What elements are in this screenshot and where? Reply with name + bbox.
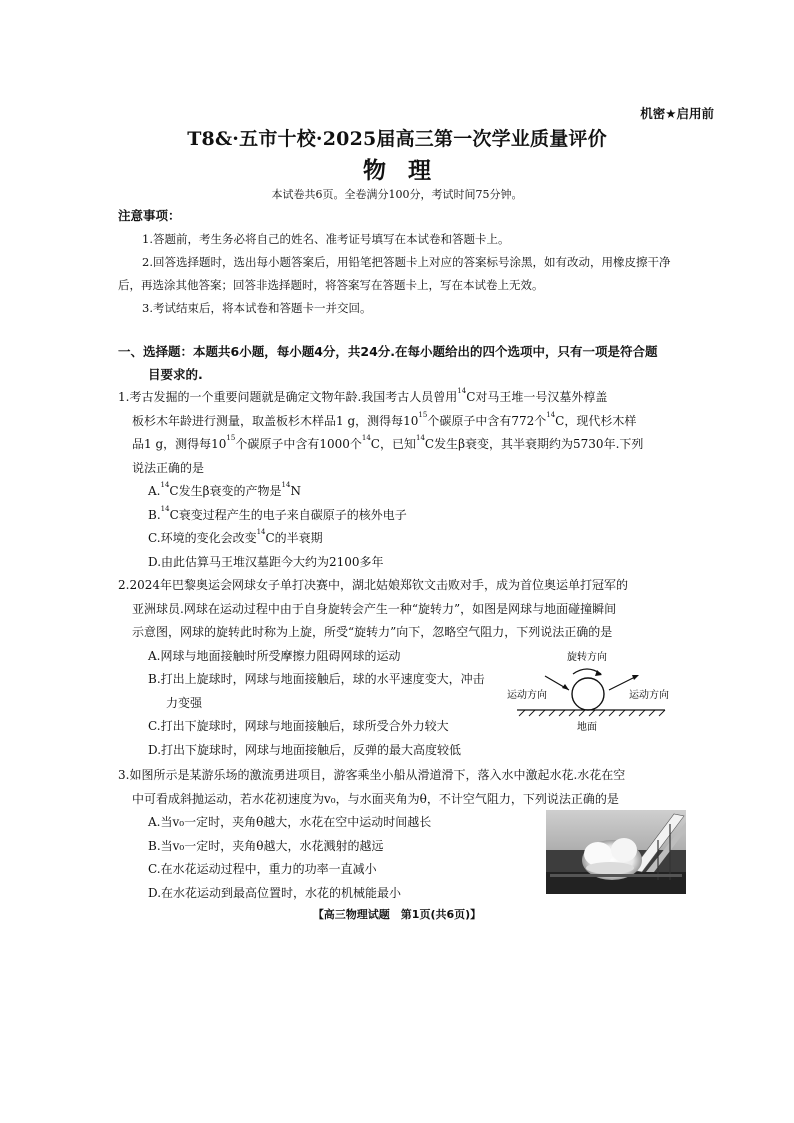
question-1 xyxy=(118,386,692,574)
q2-stem-line2: 亚洲球员.网球在运动过程中由于自身旋转会产生一种“旋转力”，如图是网球与地面碰撞瞬间 xyxy=(132,601,617,616)
notice-item-2: 2.回答选择题时，选出每小题答案后，用铅笔把答题卡上对应的答案标号涂黑，如有改动，用橡皮擦干净后，再选涂其他答案；回答非选择题时，将答案写在答题卡上，写在本试卷上无效。 xyxy=(118,255,671,292)
ground-label: 地面 xyxy=(577,722,597,733)
exam-title: T8&·五市十校·2025届高三第一次学业质量评价 xyxy=(187,128,607,150)
q1-option-a: A.$^{14}$C发生β衰变的产物是$^{14}$N xyxy=(148,481,301,498)
motion-direction-left-label: 运动方向 xyxy=(507,690,547,701)
q3-option-d: D.在水花运动到最高位置时，水花的机械能最小 xyxy=(148,885,402,900)
q1-stem-line1: 1.考古发掘的一个重要问题就是确定文物年龄.我国考古人员曾用$^{14}$C对马王堆一号汉墓外椁盖 xyxy=(118,387,608,404)
notice-item-1: 1.答题前，考生务必将自己的姓名、准考证号填写在本试卷和答题卡上。 xyxy=(142,232,510,246)
q2-stem-line1: 2.2024年巴黎奥运会网球女子单打决赛中，湖北姑娘郑钦文击败对手，成为首位奥运单打冠军的 xyxy=(118,578,628,592)
confidential-label: 机密★启用前 xyxy=(640,106,714,121)
q3-option-c: C.在水花运动过程中，重力的功率一直减小 xyxy=(148,862,377,876)
q2-option-a: A.网球与地面接触时所受摩擦力阻碍网球的运动 xyxy=(148,648,401,663)
q1-stem-line2: 板杉木年龄进行测量，取盖板杉木样品1 g，测得每$10^{15}$个碳原子中含有772个$^{14}$C，现代杉木样 xyxy=(132,410,637,428)
outgoing-arrowhead-icon xyxy=(632,675,639,680)
q2-option-b-cont: 力变强 xyxy=(166,695,203,710)
notice-item-3: 3.考试结束后，将本试卷和答题卡一并交回。 xyxy=(142,301,372,315)
exam-info: 本试卷共6页。全卷满分100分，考试时间75分钟。 xyxy=(271,188,523,201)
q3-stem-line1: 3.如图所示是某游乐场的激流勇进项目，游客乘坐小船从滑道滑下，落入水中激起水花.水花在空 xyxy=(118,768,626,782)
incoming-arrowhead-icon xyxy=(562,684,569,690)
page-footer: 【高三物理试题 第1页(共6页)】 xyxy=(312,908,482,921)
q3-option-a: A.当v₀一定时，夹角θ越大，水花在空中运动时间越长 xyxy=(148,815,432,829)
notice-list xyxy=(118,228,692,320)
notice-heading: 注意事项： xyxy=(118,208,181,223)
spin-direction-label: 旋转方向 xyxy=(567,652,607,663)
q1-stem-line4: 说法正确的是 xyxy=(132,460,205,475)
ground-hatching xyxy=(519,710,665,716)
subject-title: 物理 xyxy=(363,157,453,184)
outgoing-arrow-icon xyxy=(609,676,637,690)
q2-stem-line3: 示意图，网球的旋转此时称为上旋，所受“旋转力”向下，忽略空气阻力，下列说法正确的是 xyxy=(132,625,613,639)
water-ride-photo xyxy=(546,810,686,894)
tennis-ball-icon xyxy=(572,678,604,710)
q3-stem-line2: 中可看成斜抛运动，若水花初速度为v₀，与水面夹角为θ，不计空气阻力，下列说法正确的是 xyxy=(132,791,619,806)
q1-option-b: B.$^{14}$C衰变过程产生的电子来自碳原子的核外电子 xyxy=(148,504,407,522)
section-heading xyxy=(118,340,690,386)
section-heading-line1: 一、选择题：本题共6小题，每小题4分，共24分.在每小题给出的四个选项中，只有一项是符合题 xyxy=(118,344,658,359)
q2-option-c: C.打出下旋球时，网球与地面接触后，球所受合外力较大 xyxy=(148,719,449,733)
q1-option-d: D.由此估算马王堆汉墓距今大约为2100多年 xyxy=(148,554,384,569)
q1-stem-line3: 品1 g，测得每$10^{15}$个碳原子中含有1000个$^{14}$C，已知$^{14}$C发生β衰变，其半衰期约为5730年.下列 xyxy=(132,434,644,451)
q3-option-b: B.当v₀一定时，夹角θ越大，水花溅射的越远 xyxy=(148,838,384,853)
tennis-ball-diagram xyxy=(505,648,680,736)
section-heading-line2: 目要求的. xyxy=(148,367,203,382)
q1-option-c: C.环境的变化会改变$^{14}$C的半衰期 xyxy=(148,528,323,545)
q2-option-b: B.打出上旋球时，网球与地面接触后，球的水平速度变大，冲击 xyxy=(148,672,485,686)
motion-direction-right-label: 运动方向 xyxy=(629,690,669,701)
q2-option-d: D.打出下旋球时，网球与地面接触后，反弹的最大高度较低 xyxy=(148,742,462,757)
